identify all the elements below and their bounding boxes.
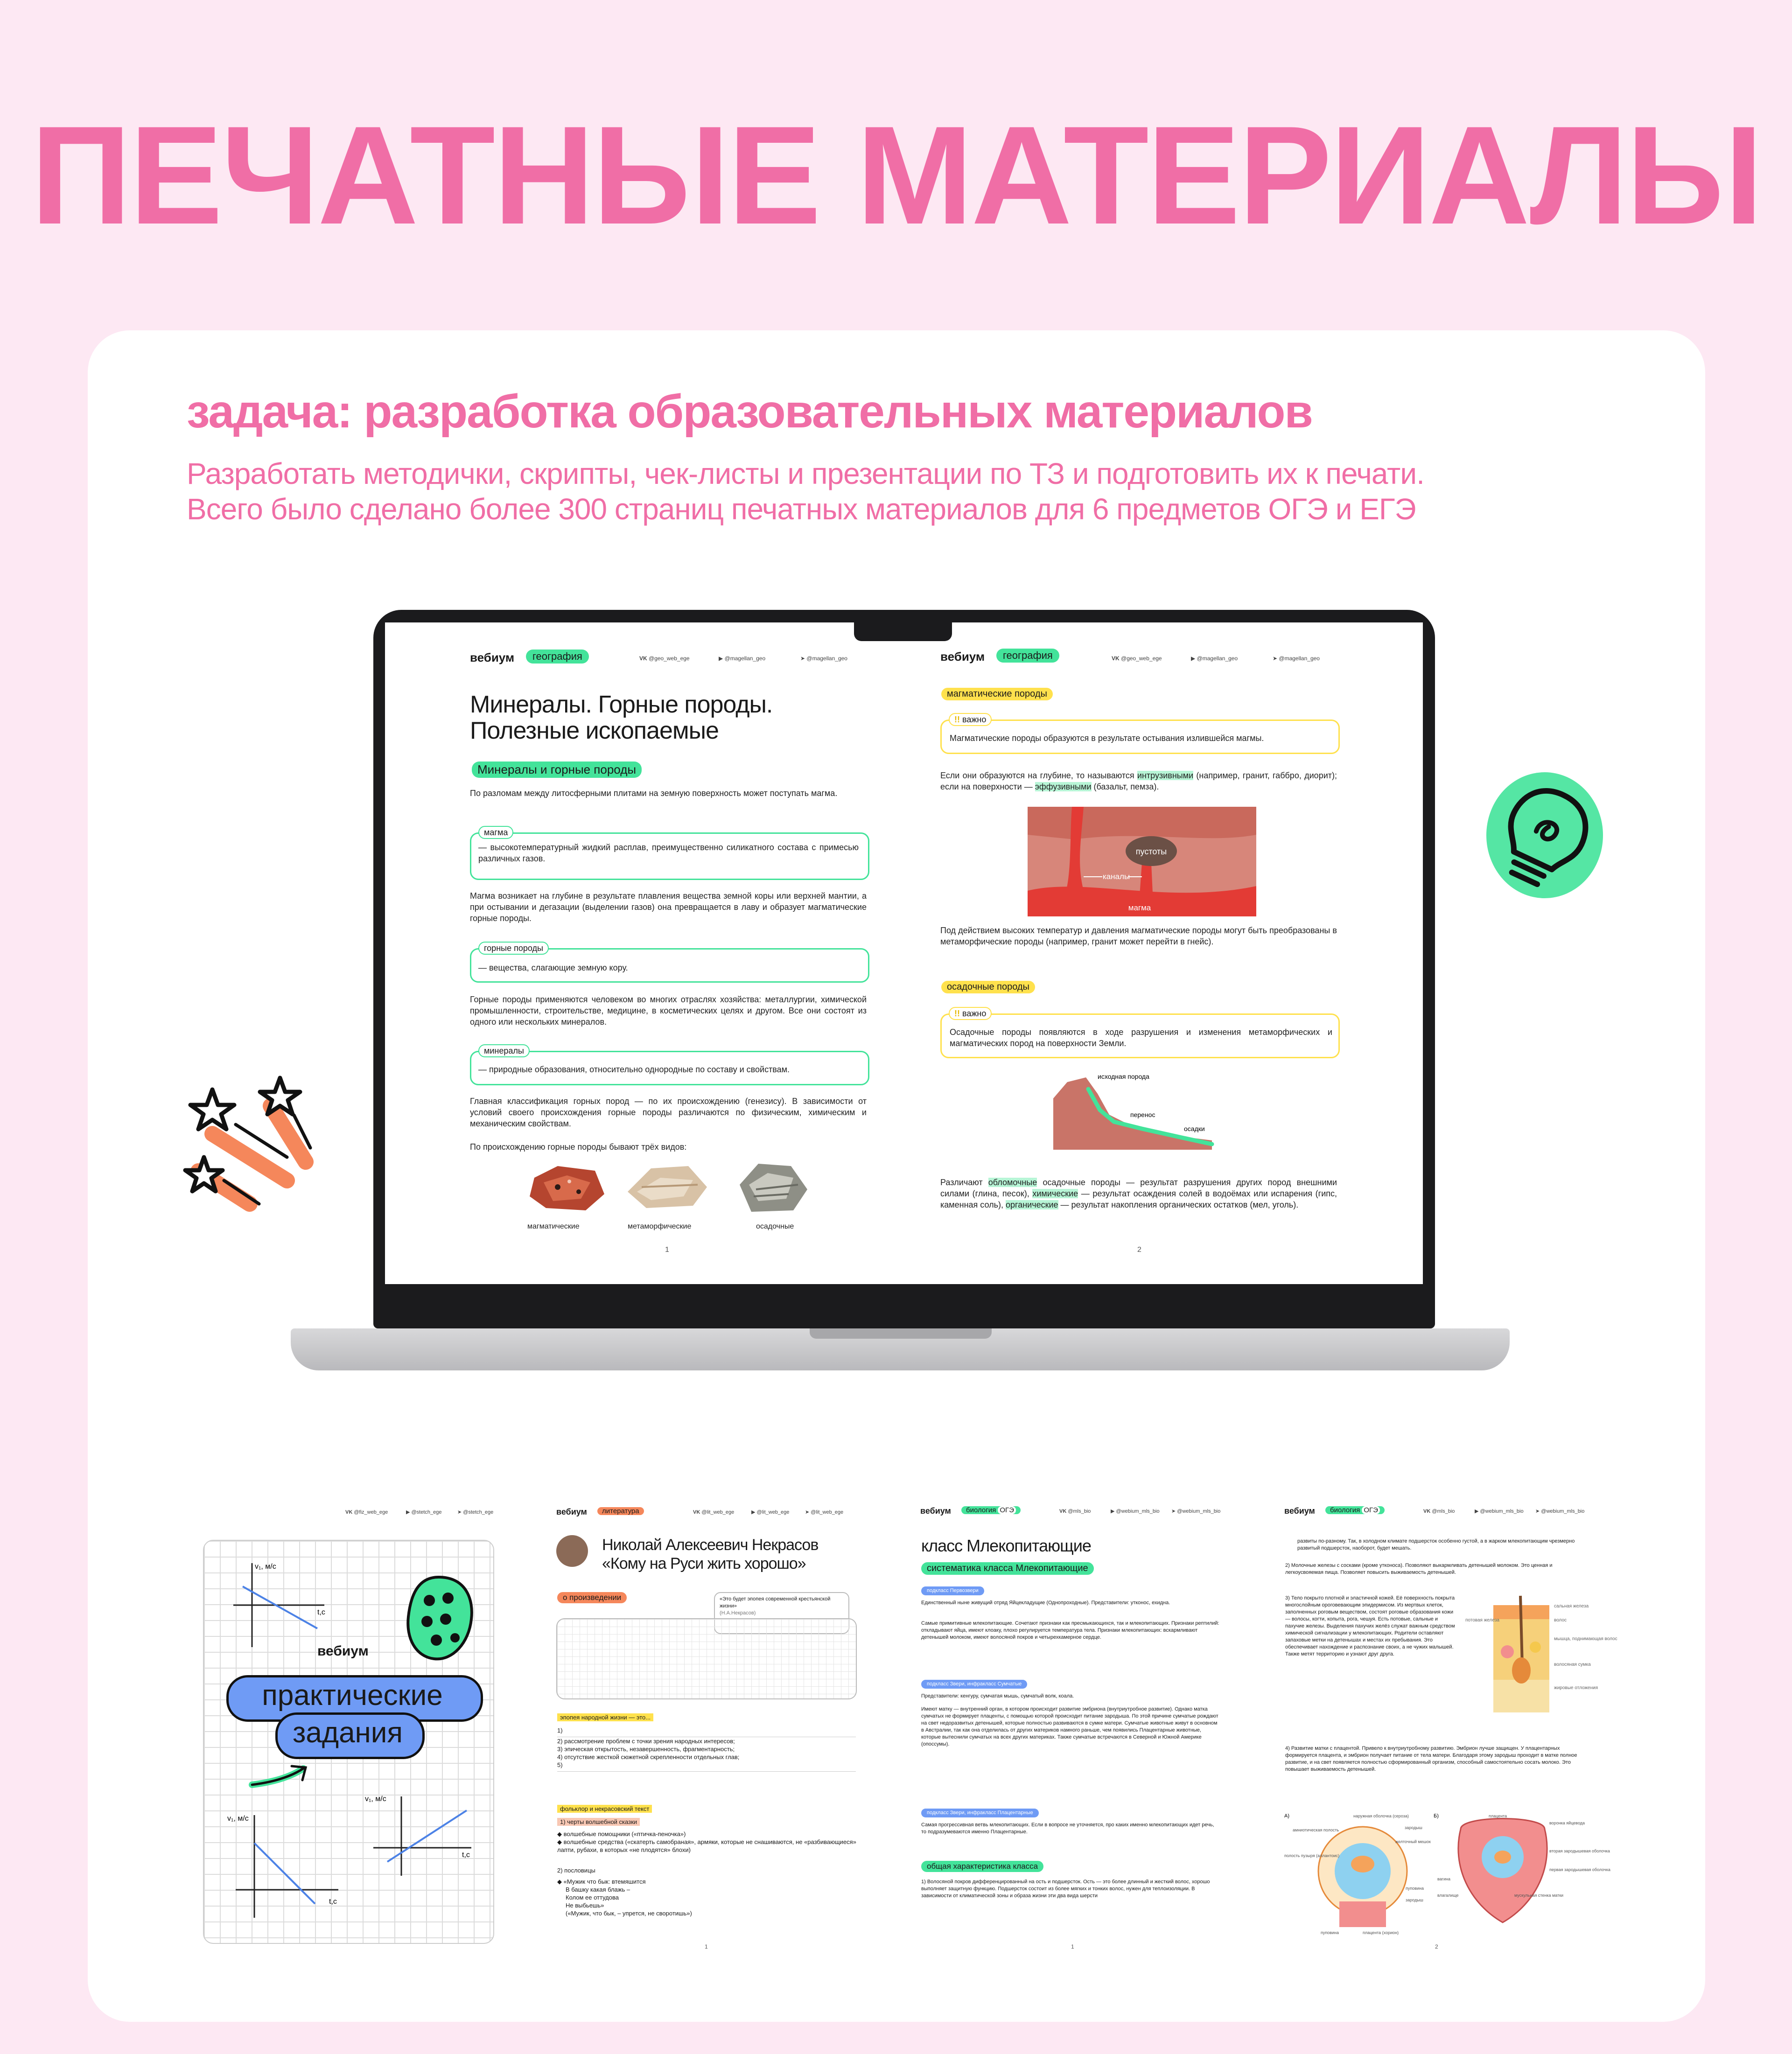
subject-chip: литература <box>597 1507 644 1515</box>
label-channels: каналы <box>1102 872 1130 881</box>
label-sebaceous-gland: сальная железа <box>1554 1604 1589 1609</box>
subclass-text-2b: Имеют матку — внутренний орган, в котором происходит развитие эмбриона (внутриутробное развитие). Однако матка сумчатых не формирует плаценты, с помощью которой происходит питание зародыша. По этой причине сумчатые рождают на свет недоразвитых детенышей, которые полностью развиваются в сумке матери. Сумчатые животные живут в основном в Австралии, так как она отделилась от других материков намного раньше, чем появились Плацентарные животные, которые вытеснили сумчатых на всех других материках. Также сумчатые встречаются в Северной и Южной Америке (опоссумы). <box>921 1706 1218 1747</box>
magma-diagram <box>1028 807 1256 916</box>
paragraph-1: По разломам между литосферными плитами на земную поверхность может поступать магма. <box>470 789 838 798</box>
section-label-sedimentary: осадочные породы <box>941 981 1035 993</box>
label-fat: жировые отложения <box>1554 1685 1598 1691</box>
label-sediments: осадки <box>1184 1125 1205 1132</box>
arrow-icon <box>247 1754 317 1792</box>
important-tag-2: !! важно <box>949 1007 992 1020</box>
fig-label: плацента <box>1489 1814 1507 1818</box>
subject-chip: география <box>996 649 1059 663</box>
paragraph-3: Горные породы применяются человеком во многих отраслях хозяйства: металлургии, химической промышленности, строительстве, медицине, в косметических целях и другом. Все они состоят из одного или нескольких минералов. <box>470 995 867 1027</box>
subclass-text-1b: Самые примитивные млекопитающие. Сочетают признаки как пресмыкающихся, так и млекопитающих. Признаки рептилий: откладывают яйца, имеют клоаку, плохо регулируется температура тела. Признаки млекопитающих: вскармливают детенышей молоком, имеют волосяной покров и четырехкамерное сердце. <box>921 1621 1219 1640</box>
folklore-label: фольклор и некрасовский текст <box>557 1805 652 1813</box>
subclass-text-3: Самая прогрессивная ветвь млекопитающих. Если в вопросе не уточняется, про каких именно млекопитающих идет речь, то подразумеваются именно Плацентарные. <box>921 1822 1214 1835</box>
item-4: 4) Развитие матки с плацентой. Привело к внутриутробному развитию. Эмбрион лучше защищен. У плацентарных формируется плацента, и эмбрион получает питание от тела матери. Благодаря этому зародыш проходит в матке полное развитие, и на свет появляется полностью сформированный организм, способный самостоятельно сосать молоко. Это повышает выживаемость детенышей. <box>1285 1746 1577 1772</box>
task-title: задача: разработка образовательных материалов <box>187 385 1312 438</box>
brand-logo: вебиум <box>470 650 515 664</box>
fig-label: А) <box>1284 1813 1289 1819</box>
rock-label-igneous: магматические <box>527 1223 580 1230</box>
velocity-graph-3 <box>364 1787 476 1880</box>
fig-label: первая зародышевая оболочка <box>1549 1867 1610 1872</box>
subject-chip: биология ОГЭ <box>961 1506 1021 1514</box>
rock-image-sedimentary <box>733 1157 812 1217</box>
notes-grid <box>556 1618 857 1699</box>
social-youtube: ▶ @stetch_ege <box>406 1509 442 1515</box>
subject-chip: география <box>526 650 589 664</box>
page-number: 1 <box>705 1943 708 1950</box>
general-text: 1) Волосяной покров дифференцированный на ость и подшерсток. Ость — это более длинный и жесткий волос, хорошо выполняет защитную функцию. Подшерсток состоит из более мягких и тонких волос, нужен для теплоизоляции. В зависимости от климатической зоны и образа жизни эти два вида шерсти <box>921 1879 1210 1899</box>
section-label: о произведении <box>557 1592 627 1603</box>
social-telegram: ➤ @magellan_geo <box>1273 655 1320 662</box>
page-heading-line-2: «Кому на Руси жить хорошо» <box>602 1555 806 1572</box>
page-heading-line-1: Николай Алексеевич Некрасов <box>602 1536 819 1554</box>
brand-logo: вебиум <box>940 650 985 664</box>
definition-text-rocks: — вещества, слагающие земную кору. <box>478 963 628 972</box>
lightbulb-icon <box>1475 765 1605 919</box>
velocity-graph-1 <box>224 1558 331 1652</box>
social-telegram: ➤ @stetch_ege <box>457 1509 494 1515</box>
item-3: 3) Тело покрыто плотной и эластичной кожей. Её поверхность покрыта многослойным ороговевающим эпидермисом. Из мертвых клеток, заполненных роговым веществом, состоят роговые образования кожи — волосы, когти, копыта, рога, чешуя. Есть потовые, сальные и пахучие железы. Выделения пахучих желёз служат важным средством химической сигнализации у млекопитающих. Родители оставляют запаховые метки на детенышах и местах их пребывания. Это обеспечивает нахождение и распознание своих, а не чужих малышей. Также метят территорию и узнают друг друга. <box>1285 1595 1455 1657</box>
social-youtube: ▶ @webium_mls_bio <box>1111 1509 1160 1514</box>
label-hair: волос <box>1554 1618 1567 1623</box>
sedimentation-diagram <box>1053 1070 1212 1150</box>
fig-label: влагалище <box>1437 1893 1459 1898</box>
important-text-1: Магматические породы образуются в результате остывания излившейся магмы. <box>950 734 1264 743</box>
geography-page-1 <box>385 622 904 1284</box>
page-number: 2 <box>1137 1246 1141 1254</box>
section-label-2: общая характеристика класса <box>921 1861 1043 1872</box>
social-youtube: ▶ @magellan_geo <box>719 655 766 662</box>
important-text-2: Осадочные породы появляются в ходе разрушения и изменения метаморфических и магматических пород на поверхности Земли. <box>950 1027 1332 1048</box>
brand-logo: вебиум <box>556 1507 587 1516</box>
social-youtube: ▶ @lit_web_ege <box>751 1509 790 1515</box>
social-vk: VK @geo_web_ege <box>1112 655 1162 662</box>
social-vk: VK @lit_web_ege <box>693 1509 735 1515</box>
author-portrait <box>556 1535 588 1567</box>
paragraph-metamorphic: Под действием высоких температур и давления магматические породы могут быть преобразованы в метаморфические породы (например, гранит может перейти в гнейс). <box>940 926 1337 946</box>
label-hair-follicle: волосяная сумка <box>1554 1662 1591 1667</box>
social-telegram: ➤ @magellan_geo <box>800 655 847 662</box>
paragraph-sedimentary: Различают обломочные осадочные породы — результат разрушения других пород внешними силами (глина, песок), химические — результат осаждения солей в водоёмах или испарения (гипс, каменная соль), органические — результат накопления органических остатков (мел, уголь). <box>940 1178 1337 1209</box>
subclass-text-2a: Представители: кенгуру, сумчатая мышь, сумчатый волк, коала. <box>921 1693 1074 1699</box>
proverbs-label: 2) пословицы <box>557 1867 595 1874</box>
skin-diagram <box>1465 1596 1617 1717</box>
brand-logo: вебиум <box>920 1506 951 1516</box>
brand-logo: вебиум <box>1284 1506 1315 1516</box>
axis-label-t: t,c <box>329 1898 337 1906</box>
biology-page-1 <box>915 1493 1232 1960</box>
fig-label: вагина <box>1437 1877 1450 1881</box>
task-description-line-1: Разработать методички, скрипты, чек-листы и презентации по ТЗ и подготовить их к печати. <box>187 457 1424 490</box>
task-description-line-2: Всего было сделано более 300 страниц печатных материалов для 6 предметов ОГЭ и ЕГЭ <box>187 492 1416 526</box>
laptop-camera-notch <box>854 622 952 641</box>
fairy-tale-label: 1) черты волшебной сказки <box>557 1818 640 1826</box>
section-label: Минералы и горные породы <box>472 762 642 778</box>
text-top: развиты по-разному. Так, в холодном климате подшерсток особенно густой, а в жарком млекопитающим чрезмерно развитый подшерсток, наоборот, будет мешать. <box>1297 1538 1575 1551</box>
social-youtube: ▶ @magellan_geo <box>1191 655 1238 662</box>
fig-label: зародыш <box>1405 1825 1422 1830</box>
fig-label: Б) <box>1434 1813 1439 1819</box>
social-vk: VK @mls_bio <box>1059 1509 1091 1514</box>
label-cavities: пустоты <box>1135 847 1167 856</box>
social-telegram: ➤ @webium_mls_bio <box>1535 1509 1585 1514</box>
paragraph-4: Главная классификация горных пород — по их происхождению (генезису). В зависимости от условий своего происхождения горные породы различаются по физическим, химическим и механическим свойствам. <box>470 1097 867 1128</box>
definition-tag-magma: магма <box>478 826 513 839</box>
geography-page-2 <box>904 622 1423 1284</box>
paragraph-igneous: Если они образуются на глубине, то называются интрузивными (например, гранит, габбро, диорит); если на поверхности — эффузивными (базальт, пемза). <box>940 771 1337 791</box>
subclass-label-1: подкласс Первозвери <box>921 1586 984 1595</box>
fig-label: пуповина <box>1406 1886 1424 1891</box>
stars-icon <box>170 1064 324 1218</box>
fig-label: пуповина <box>1321 1930 1339 1935</box>
fig-label: воронка яйцевода <box>1549 1821 1585 1825</box>
social-vk: VK @fiz_web_ege <box>345 1509 388 1515</box>
page-title: ПЕЧАТНЫЕ МАТЕРИАЛЫ <box>30 97 1762 253</box>
fig-label: вторая зародышевая оболочка <box>1549 1849 1610 1853</box>
cover-title-line-2: задания <box>292 1717 403 1749</box>
rock-label-sedimentary: осадочные <box>756 1223 794 1230</box>
rock-label-metamorphic: метаморфические <box>628 1223 692 1230</box>
embryo-diagram-b <box>1433 1810 1610 1936</box>
fig-label: амниотическая полость <box>1293 1828 1339 1832</box>
axis-label-t: t,c <box>462 1851 470 1859</box>
fig-label: плацента (хорион) <box>1363 1930 1399 1935</box>
subclass-label-3: подкласс Звери, инфракласс Плацентарные <box>921 1809 1039 1817</box>
fig-label: полость пузыря (аллантоис) <box>1284 1853 1340 1858</box>
subclass-label-2: подкласс Звери, инфракласс Сумчатые <box>921 1680 1027 1689</box>
label-sweat-gland: потовая железа <box>1465 1618 1499 1623</box>
embryo-diagram-a <box>1283 1810 1433 1936</box>
physics-cover-page <box>196 1493 504 1946</box>
biology-page-2 <box>1279 1493 1617 1960</box>
paragraph-2: Магма возникает на глубине в результате плавления вещества земной коры или верхней мантии, а при остывании и дегазации (выделении газов) она превращается в лаву и образует магматические горные породы. <box>470 891 867 923</box>
subject-chip: биология ОГЭ <box>1325 1506 1385 1514</box>
social-youtube: ▶ @webium_mls_bio <box>1475 1509 1524 1514</box>
proverbs-text: ◆ «Мужик что бык: втемяшится В башку какая блажь – Колом ее оттудова Не выбьешь» («Мужик, что бык, – упрется, не своротишь») <box>557 1878 692 1917</box>
fairy-tale-items: ◆ волшебные помощники («птичка-пеночка») ◆ волшебные средства («скатерть самобраная», армяки, которые не снашиваются, не «разбивающиеся» лапти, рубахи, в которых «не плодятся» блохи) <box>557 1830 856 1853</box>
laptop-hinge <box>810 1328 992 1339</box>
brand-logo: вебиум <box>317 1643 369 1659</box>
page-heading: класс Млекопитающие <box>921 1536 1091 1555</box>
page-heading-line-1: Минералы. Горные породы. <box>470 691 773 718</box>
axis-label-v: v₁, м/с <box>255 1563 276 1571</box>
laptop-screen <box>385 622 1423 1284</box>
axis-label-v: v₁, м/с <box>227 1815 249 1823</box>
section-label: систематика класса Млекопитающие <box>921 1562 1094 1575</box>
cover-title-line-1: практические <box>262 1679 443 1712</box>
definition-tag-rocks: горные породы <box>478 942 549 955</box>
definition-tag-minerals: минералы <box>478 1044 530 1057</box>
spots-icon <box>401 1572 476 1666</box>
literature-page <box>551 1493 868 1960</box>
label-transport: перенос <box>1130 1111 1155 1118</box>
epic-label: эпопея народной жизни — это... <box>557 1713 653 1721</box>
label-muscle: мышца, поднимающая волос <box>1554 1636 1617 1642</box>
fig-label: мускульная стенка матки <box>1514 1893 1564 1898</box>
fig-label: зародыш <box>1406 1898 1423 1902</box>
laptop-bezel <box>373 1284 1435 1328</box>
rock-image-metamorphic <box>623 1159 712 1215</box>
quote-text: «Это будет эпопея современной крестьянской жизни» <box>720 1596 831 1609</box>
epic-list: 1) 2) рассмотрение проблем с точки зрения народных интересов; 3) эпическая открытость, незавершенность, фрагментарность; 4) отсутствие жесткой сюжетной скрепленности отдельных глав; 5) <box>557 1726 856 1772</box>
rock-image-igneous <box>525 1159 609 1215</box>
social-vk: VK @mls_bio <box>1423 1509 1455 1514</box>
important-tag-1: !! важно <box>949 713 992 726</box>
social-vk: VK @geo_web_ege <box>639 655 690 662</box>
page-number: 2 <box>1435 1943 1438 1950</box>
subclass-text-1a: Единственный ныне живущий отряд Яйцекладущие (Однопроходные). Представители: утконос, ехидна. <box>921 1600 1170 1606</box>
social-telegram: ➤ @lit_web_ege <box>805 1509 844 1515</box>
velocity-graph-2 <box>226 1810 343 1922</box>
social-telegram: ➤ @webium_mls_bio <box>1171 1509 1221 1514</box>
fig-label: наружная оболочка (сероза) <box>1353 1814 1409 1818</box>
page-number: 1 <box>665 1246 669 1254</box>
quote-author: (Н.А.Некрасов) <box>720 1610 756 1616</box>
page-heading-line-2: Полезные ископаемые <box>470 717 719 744</box>
axis-label-t: t,c <box>317 1608 325 1616</box>
paragraph-5: По происхождению горные породы бывают трёх видов: <box>470 1142 687 1152</box>
definition-text-minerals: — природные образования, относительно однородные по составу и свойствам. <box>478 1065 790 1074</box>
item-2: 2) Молочные железы с сосками (кроме утконоса). Позволяют выкармливать детенышей молоком. Это ценная и легкоусвояемая пища. Позволяет повысить выживаемость детенышей. <box>1285 1563 1553 1575</box>
axis-label-v: v₁, м/с <box>365 1795 386 1803</box>
section-label-igneous: магматические породы <box>941 688 1053 700</box>
label-magma: магма <box>1128 903 1151 912</box>
label-source-rock: исходная порода <box>1098 1073 1149 1080</box>
fig-label: желточный мешок <box>1395 1839 1431 1844</box>
page-number: 1 <box>1071 1943 1074 1950</box>
definition-text-magma: — высокотемпературный жидкий расплав, преимущественно силикатного состава с примесью различных газов. <box>478 843 859 863</box>
